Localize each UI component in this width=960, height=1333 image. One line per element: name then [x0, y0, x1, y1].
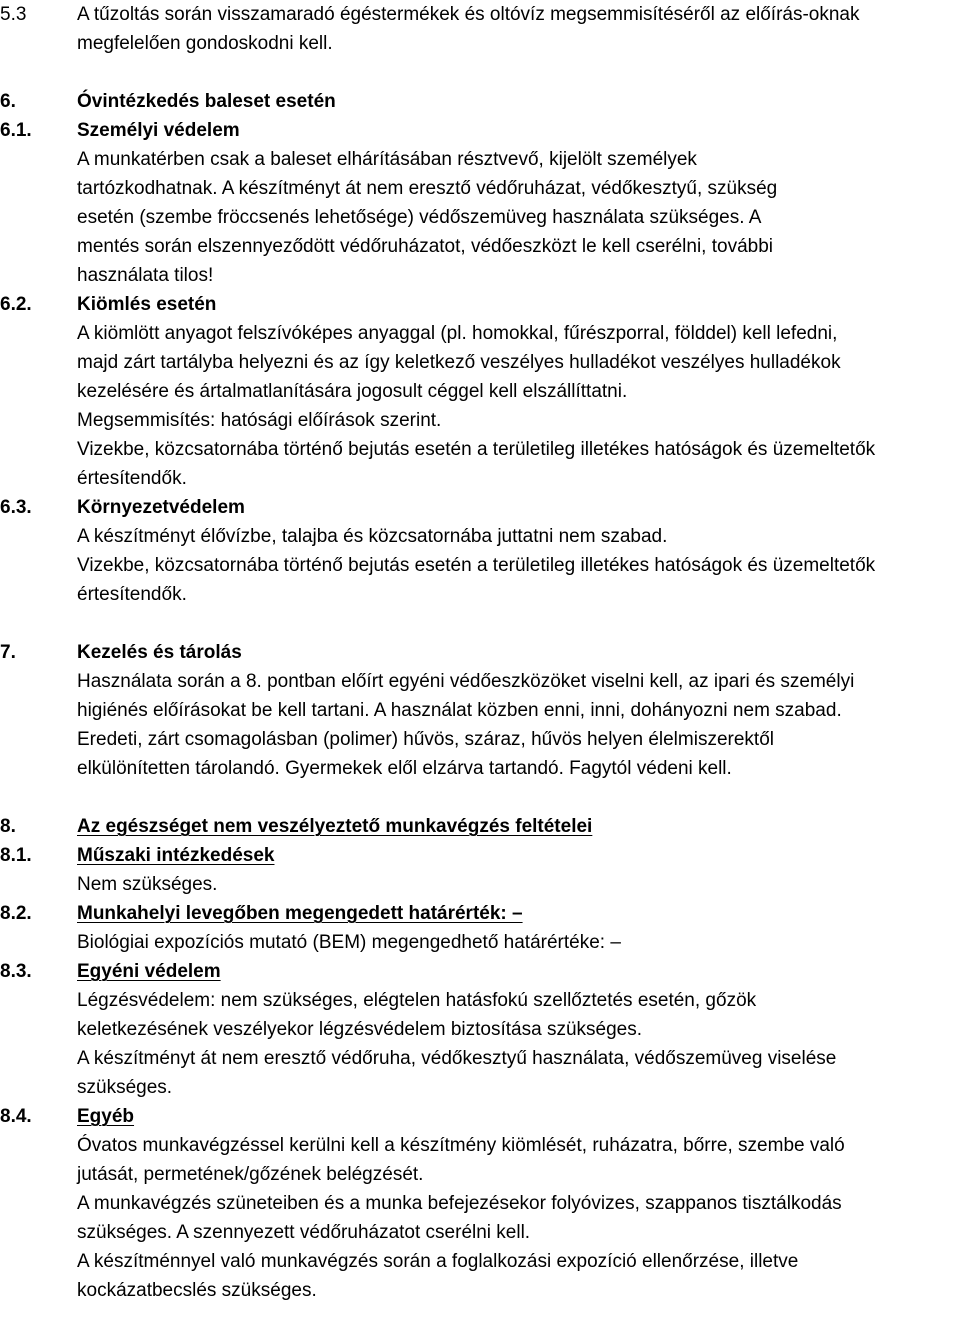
section-title: [77, 957, 960, 986]
body-line: A munkavégzés szüneteiben és a munka befejezésekor folyóvizes, szappanos tisztálkodás: [77, 1193, 842, 1214]
section-8-heading: [0, 812, 960, 841]
section-body: [77, 638, 960, 783]
section-number: 8.: [0, 816, 16, 837]
section-6-2: [0, 290, 960, 493]
body-line: A készítményt át nem eresztő védőruha, védőkesztyű használata, védőszemüveg viselése: [77, 1048, 837, 1069]
body-line: A készítményt élővízbe, talajba és közcsatornába juttatni nem szabad.: [77, 526, 668, 547]
section-title-text: Műszaki intézkedések: [77, 845, 275, 866]
body-line: kockázatbecslés szükséges.: [77, 1280, 317, 1301]
section-8-1: [0, 841, 960, 899]
section-title: Óvintézkedés baleset esetén: [77, 91, 336, 112]
section-5-3: [0, 0, 960, 58]
section-number: 8.3.: [0, 961, 32, 982]
section-title: [77, 841, 960, 870]
section-title: Személyi védelem: [77, 120, 240, 141]
section-body: [77, 1102, 960, 1305]
section-number: 8.1.: [0, 845, 32, 866]
body-line: használata tilos!: [77, 265, 214, 286]
section-title: Kiömlés esetén: [77, 294, 217, 315]
body-line: értesítendők.: [77, 584, 187, 605]
body-line: Vizekbe, közcsatornába történő bejutás esetén a területileg illetékes hatóságok és üzemeltetők: [77, 439, 876, 460]
section-title-text: Az egészséget nem veszélyeztető munkavégzés feltételei: [77, 816, 593, 837]
section-8-4: [0, 1102, 960, 1305]
body-line: A tűzoltás során visszamaradó égéstermékek és oltóvíz megsemmisítéséről az előírás-oknak: [77, 4, 860, 25]
section-title: Kezelés és tárolás: [77, 642, 242, 663]
body-line: Vizekbe, közcsatornába történő bejutás esetén a területileg illetékes hatóságok és üzemeltetők: [77, 555, 876, 576]
body-line: Eredeti, zárt csomagolásban (polimer) hűvös, száraz, hűvös helyen élelmiszerektől: [77, 729, 774, 750]
section-title-text: Egyéb: [77, 1106, 135, 1127]
body-line: majd zárt tartályba helyezni és az így keletkező veszélyes hulladékot veszélyes hulladékok: [77, 352, 841, 373]
section-number: 7.: [0, 642, 16, 663]
body-line: megfelelően gondoskodni kell.: [77, 33, 333, 54]
body-line: A készítménnyel való munkavégzés során a foglalkozási expozíció ellenőrzése, illetve: [77, 1251, 799, 1272]
body-line: Biológiai expozíciós mutató (BEM) megengedhető határértéke: –: [77, 932, 621, 953]
section-8-3: [0, 957, 960, 1102]
body-line: A kiömlött anyagot felszívóképes anyaggal (pl. homokkal, fűrészporral, földdel) kell lefedni,: [77, 323, 838, 344]
body-line: Óvatos munkavégzéssel kerülni kell a készítmény kiömlését, ruházatra, bőrre, szembe való: [77, 1135, 845, 1156]
body-line: mentés során elszennyeződött védőruházatot, védőeszközt le kell cserélni, további: [77, 236, 774, 257]
section-number: 6.2.: [0, 294, 32, 315]
section-number: 6.: [0, 91, 16, 112]
section-body: [77, 116, 960, 290]
body-line: Megsemmisítés: hatósági előírások szerint.: [77, 410, 442, 431]
section-title: [77, 1102, 960, 1131]
body-line: elkülönítetten tárolandó. Gyermekek elől elzárva tartandó. Fagytól védeni kell.: [77, 758, 732, 779]
body-line: Használata során a 8. pontban előírt egyéni védőeszközöket viselni kell, az ipari és személyi: [77, 671, 855, 692]
body-line: értesítendők.: [77, 468, 187, 489]
body-line: Légzésvédelem: nem szükséges, elégtelen hatásfokú szellőztetés esetén, gőzök: [77, 990, 757, 1011]
section-body: [77, 0, 960, 58]
section-title: [77, 812, 960, 841]
section-6-heading: [0, 87, 960, 116]
body-line: tartózkodhatnak. A készítményt át nem eresztő védőruházat, védőkesztyű, szükség: [77, 178, 778, 199]
body-line: higiénés előírásokat be kell tartani. A használat közben enni, inni, dohányozni nem szabad.: [77, 700, 842, 721]
section-body: [77, 957, 960, 1102]
section-body: [77, 841, 960, 899]
body-line: A munkatérben csak a baleset elhárításában résztvevő, kijelölt személyek: [77, 149, 697, 170]
section-number: 8.2.: [0, 903, 32, 924]
section-title-text: Munkahelyi levegőben megengedett határérték: –: [77, 903, 523, 924]
body-line: esetén (szembe fröccsenés lehetősége) védőszemüveg használata szükséges. A: [77, 207, 762, 228]
section-number: 8.4.: [0, 1106, 32, 1127]
section-number: 5.3: [0, 4, 27, 25]
body-line: kezelésére és ártalmatlanítására jogosult céggel kell elszállíttatni.: [77, 381, 628, 402]
body-line: szükséges.: [77, 1077, 173, 1098]
section-6-3: [0, 493, 960, 609]
body-line: keletkezésének veszélyekor légzésvédelem biztosítása szükséges.: [77, 1019, 643, 1040]
body-line: szükséges. A szennyezett védőruházatot cserélni kell.: [77, 1222, 531, 1243]
section-title: Környezetvédelem: [77, 497, 245, 518]
section-7: [0, 638, 960, 783]
section-body: [77, 493, 960, 609]
section-8-2: [0, 899, 960, 957]
body-line: Nem szükséges.: [77, 874, 218, 895]
section-number: 6.1.: [0, 120, 32, 141]
section-body: [77, 290, 960, 493]
section-number: 6.3.: [0, 497, 32, 518]
section-6-1: [0, 116, 960, 290]
section-title: [77, 899, 960, 928]
section-title-text: Egyéni védelem: [77, 961, 221, 982]
body-line: jutását, permetének/gőzének belégzését.: [77, 1164, 424, 1185]
section-body: [77, 899, 960, 957]
